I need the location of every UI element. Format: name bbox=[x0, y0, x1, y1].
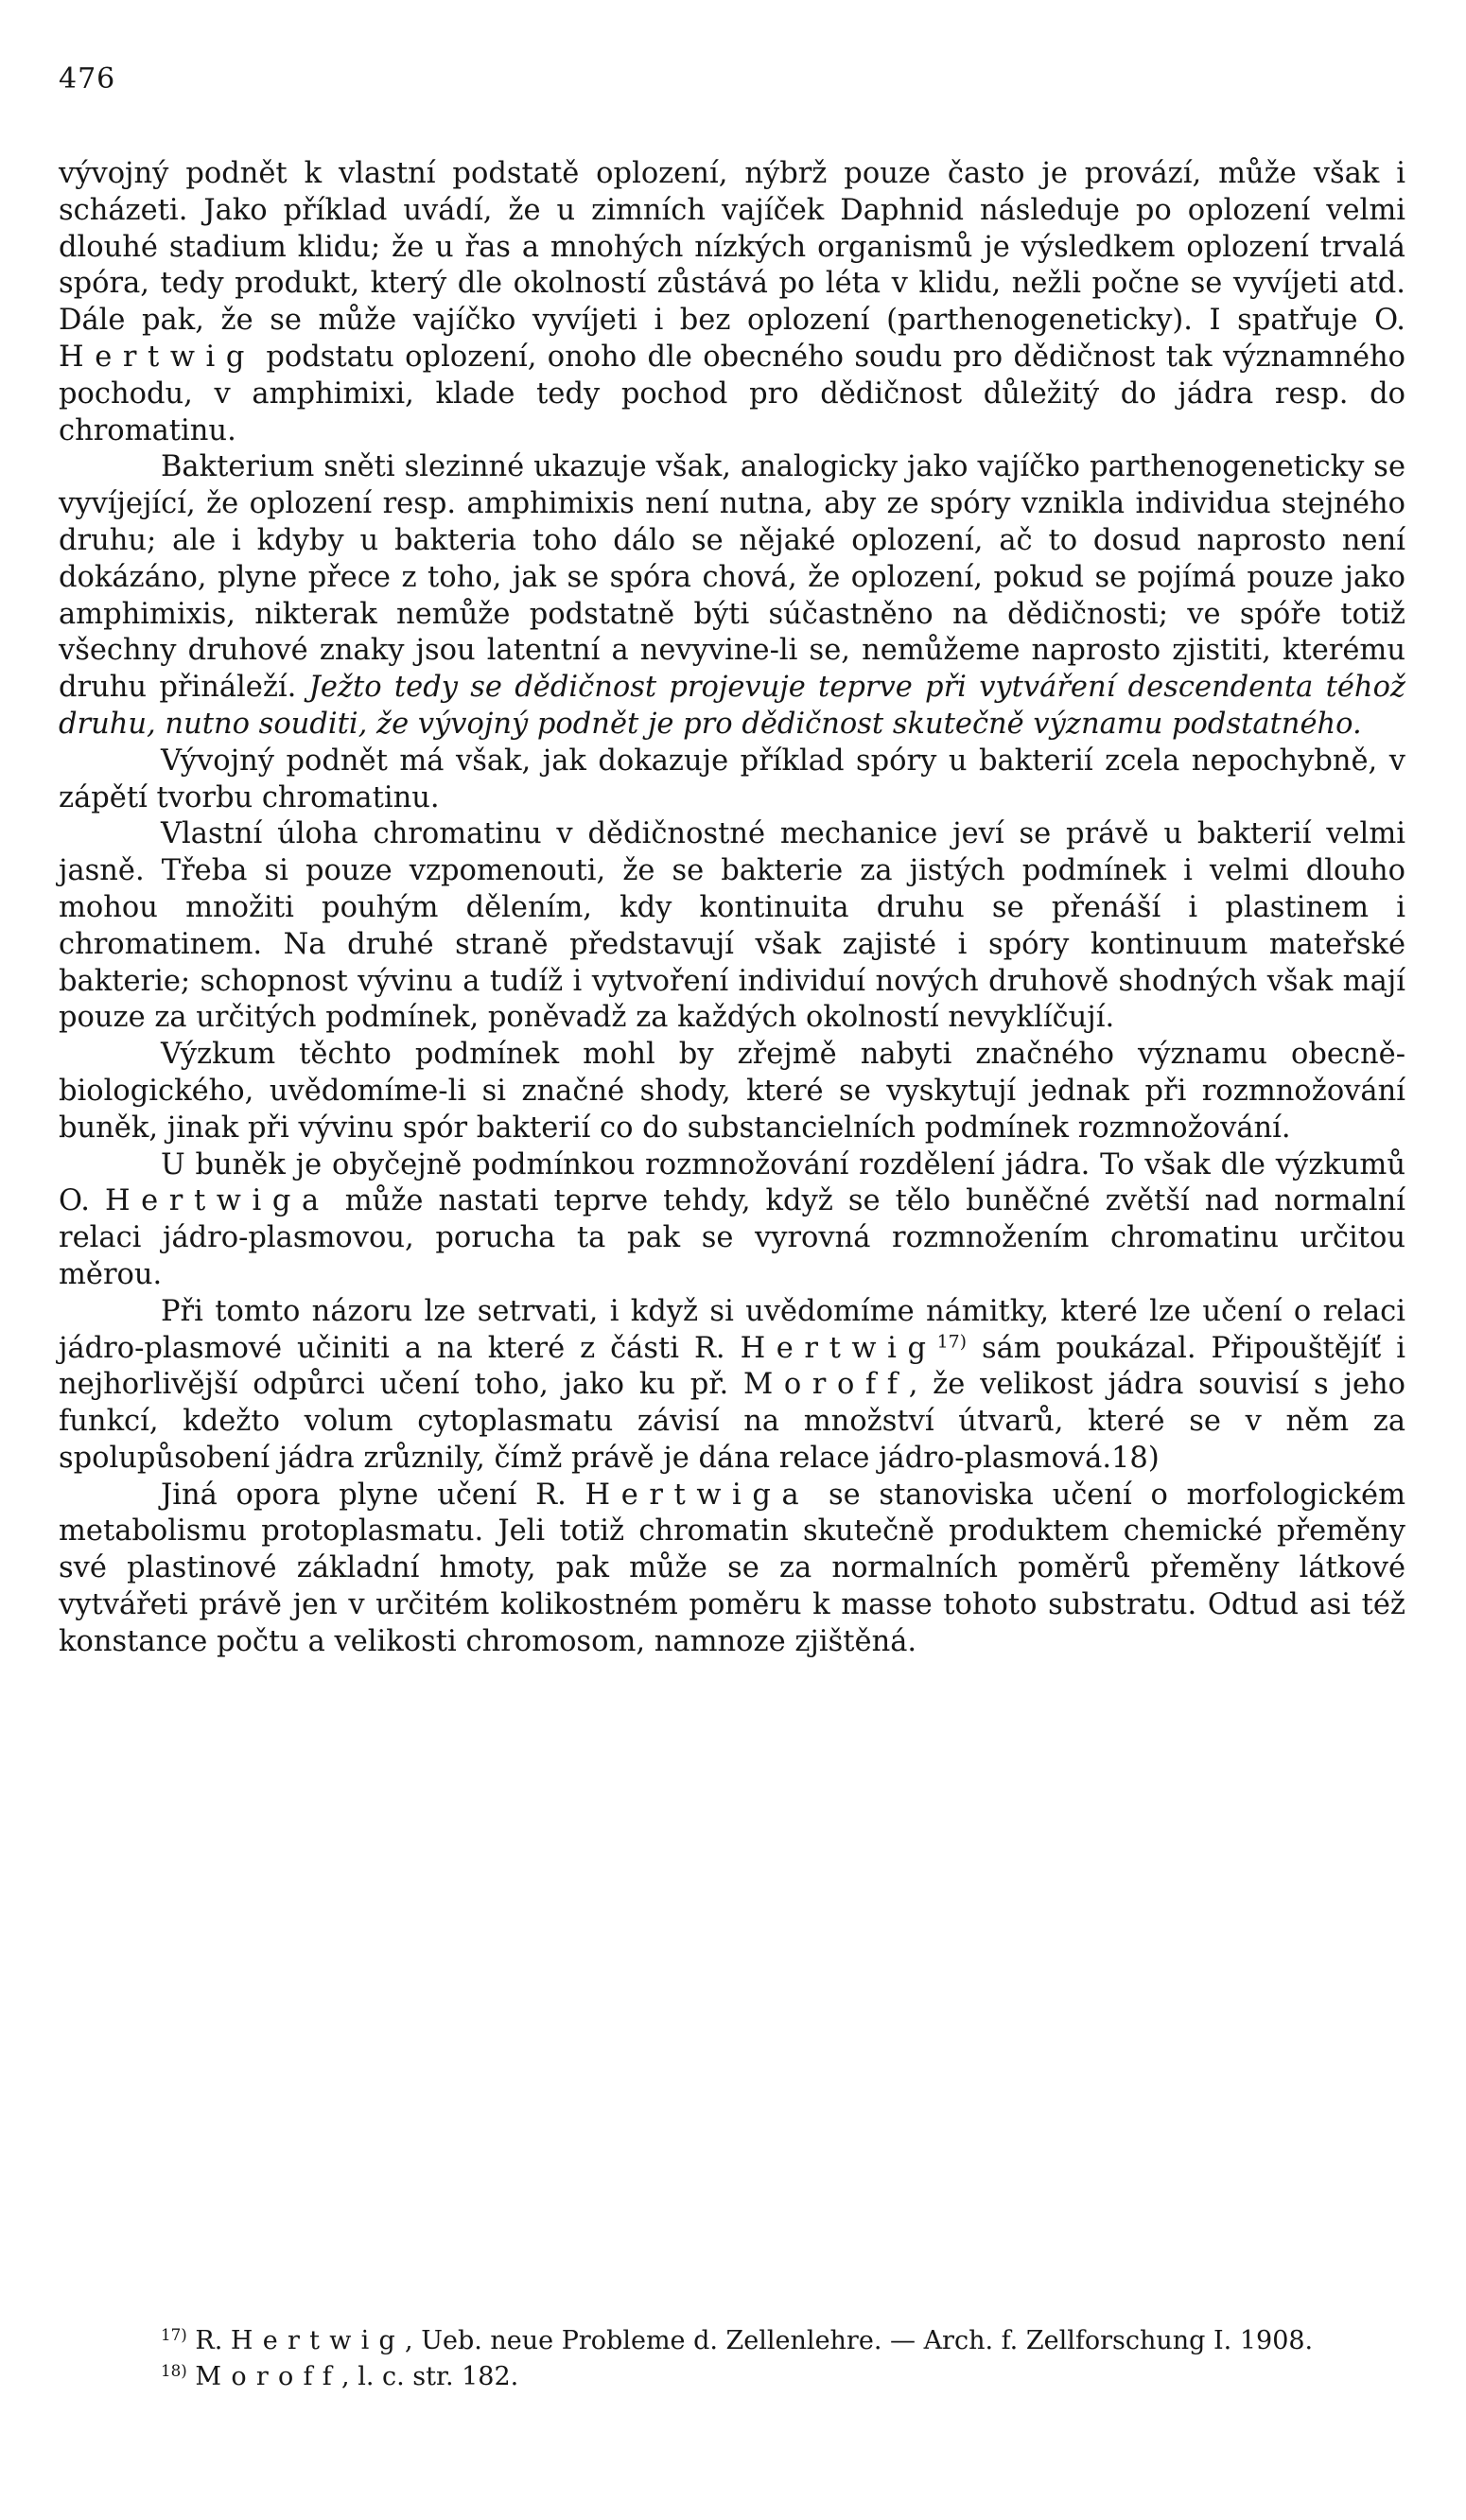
text-run: sám poukázal. Připouštějíť i nejhorlivější odpůrci učení toho, jako ku př. bbox=[59, 1331, 1405, 1402]
emphasized-text: Ježto tedy se dědičnost projevuje teprve při vytváření descendenta téhož druhu, nutno souditi, že vývojný podnět je pro dědičnost skutečně významu podstatného. bbox=[59, 671, 1405, 741]
author-name: Hertwig bbox=[740, 1331, 937, 1365]
paragraph bbox=[59, 744, 1405, 817]
paragraph bbox=[59, 816, 1405, 1037]
text-run: , Ueb. neue Probleme d. Zellenlehre. — Arch. f. Zellforschung I. 1908. bbox=[405, 2326, 1314, 2355]
author-name: Hertwiga bbox=[104, 1184, 330, 1218]
text-run: , že velikost jádra souvisí s jeho funkcí, kdežto volum cytoplasmatu závisí na množství útvarů, které se v něm za spolupůsobení jádra zrůznily, čímž právě je dána relace jádro-plasmová.18) bbox=[59, 1368, 1405, 1475]
text-run: Vlastní úloha chromatinu v dědičnostné mechanice jeví se právě u bakterií velmi jasně. Třeba si pouze vzpomenouti, že se bakterie za jistých podmínek i velmi dlouho mohou množiti pouhým dělením, kdy kontinuita druhu se přenáší i plastinem i chromatinem. Na druhé straně představují však zajisté i spóry kontinuum mateřské bakterie; schopnost vývinu a tudíž i vytvoření individuí nových druhově shodných však mají pouze za určitých podmínek, poněvadž za každých okolností nevyklíčují. bbox=[59, 817, 1405, 1035]
footnote-reference: 17) bbox=[161, 2324, 187, 2344]
text-run: může nastati teprve tehdy, když se tělo buněčné zvětší nad normalní relaci jádro-plasmovou, porucha ta pak se vyrovná rozmnožením chromatinu určitou měrou. bbox=[59, 1184, 1406, 1291]
paragraph bbox=[59, 449, 1405, 743]
text-run: Bakterium sněti slezinné ukazuje však, analogicky jako vajíčko parthenogeneticky se vyvíjející, že oplození resp. amphimixis není nutna, aby ze spóry vznikla individua stejného druhu; ale i kdyby u bakteria toho dálo se nějaké oplození, ač to dosud naprosto není dokázáno, plyne přece z toho, jak se spóra chová, že oplození, pokud se pojímá pouze jako amphimixis, nikterak nemůže podstatně býti súčastněno na dědičnosti; ve spóře totiž všechny druhové znaky jsou latentní a nevyvine-li se, nemůžeme naprosto zjistiti, kterému druhu přináleží. bbox=[59, 450, 1405, 705]
footnote bbox=[59, 2359, 1405, 2395]
footnotes bbox=[59, 2323, 1405, 2395]
text-run: R. bbox=[186, 2326, 231, 2355]
footnote-reference: 18) bbox=[161, 2360, 187, 2380]
text-run: Výzkum těchto podmínek mohl by zřejmě nabyti značného významu obecně-biologického, uvědomíme-li si značné shody, které se vyskytují jednak při rozmnožování buněk, jinak při vývinu spór bakterií co do substancielních podmínek rozmnožování. bbox=[59, 1038, 1405, 1145]
text-run: se stanoviska učení o morfologickém metabolismu protoplasmatu. Jeli totiž chromatin skutečně produktem chemické přeměny své plastinové základní hmoty, pak může se za normalních poměrů přeměny látkové vytvářeti právě jen v určitém kolikostném poměru k masse tohoto substratu. Odtud asi též konstance počtu a velikosti chromosom, namnoze zjištěná. bbox=[59, 1478, 1405, 1658]
author-name: Hertwig bbox=[59, 340, 255, 374]
paragraph bbox=[59, 156, 1405, 449]
text-run: Vývojný podnět má však, jak dokazuje příklad spóry u bakterií zcela nepochybně, v zápětí tvorbu chromatinu. bbox=[59, 744, 1405, 814]
page-number: 476 bbox=[59, 62, 116, 96]
author-name: Hertwig bbox=[230, 2326, 406, 2355]
footnote bbox=[59, 2323, 1405, 2359]
author-name: Moroff bbox=[195, 2362, 342, 2391]
text-run: podstatu oplození, onoho dle obecného soudu pro dědičnost tak významného pochodu, v amphimixi, klade tedy pochod pro dědičnost důležitý do jádra resp. do chromatinu. bbox=[59, 340, 1405, 447]
body-text bbox=[59, 156, 1405, 1661]
text-run: , l. c. str. 182. bbox=[341, 2362, 519, 2391]
text-run: U buněk je obyčejně podmínkou rozmnožování rozdělení jádra. To však dle výzkumů O. bbox=[59, 1147, 1405, 1218]
text-run: vývojný podnět k vlastní podstatě oplození, nýbrž pouze často je provází, může však i scházeti. Jako příklad uvádí, že u zimních vajíček Daphnid následuje po oplození velmi dlouhé stadium klidu; že u řas a mnohých nízkých organismů je výsledkem oplození trvalá spóra, tedy produkt, který dle okolností zůstává po léta v klidu, nežli počne se vyvíjeti atd. Dále pak, že se může vajíčko vyvíjeti i bez oplození (parthenogeneticky). I spatřuje O. bbox=[59, 157, 1405, 338]
author-name: Moroff bbox=[743, 1368, 909, 1402]
paragraph bbox=[59, 1294, 1405, 1478]
paragraph bbox=[59, 1037, 1405, 1146]
text-run: Při tomto názoru lze setrvati, i když si uvědomíme námitky, které lze učení o relaci jádro-plasmové učiniti a na které z části R. bbox=[59, 1294, 1405, 1365]
paragraph bbox=[59, 1478, 1405, 1661]
text-run: Jiná opora plyne učení R. bbox=[161, 1478, 585, 1512]
paragraph bbox=[59, 1147, 1405, 1294]
footnote-reference: 17) bbox=[936, 1331, 968, 1353]
author-name: Hertwiga bbox=[585, 1478, 811, 1512]
